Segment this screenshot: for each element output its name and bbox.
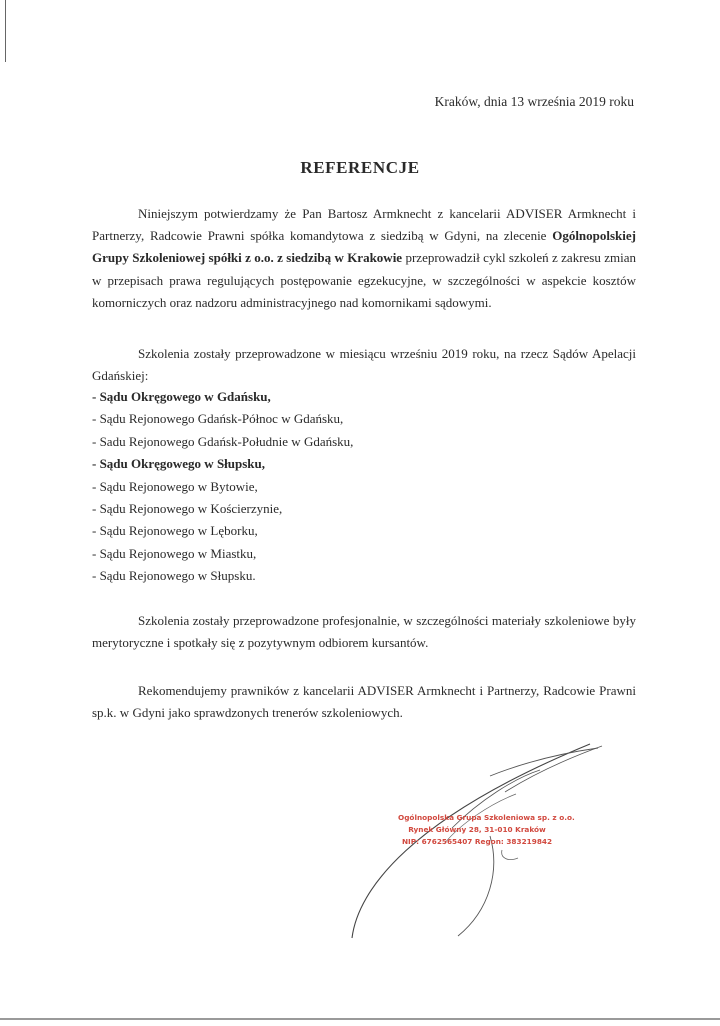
stamp-tax-ids: NIP: 6762565407 Regon: 383219842: [401, 837, 553, 846]
court-list-item: - Sądu Okręgowego w Gdańsku,: [92, 389, 271, 404]
paragraph-confirmation-text: Niniejszym potwierdzamy że Pan Bartosz Armknecht z kancelarii ADVISER Armknecht i Partnerzy, Radcowie Prawni spółka komandytowa z siedzibą w Gdyni, na zlecenie: [92, 206, 636, 244]
court-list: [92, 386, 353, 588]
paragraph-training-scope-text: Szkolenia zostały przeprowadzone w miesiącu wrześniu 2019 roku, na rzecz Sądów Apelacji Gdańskiej:: [92, 346, 636, 384]
stamp-company-name: Ogólnopolska Grupa Szkoleniowa sp. z o.o.: [398, 813, 575, 822]
stamp-address: Rynek Główny 28, 31-010 Kraków: [408, 825, 546, 834]
document-date: Kraków, dnia 13 września 2019 roku: [434, 94, 634, 109]
court-list-item: - Sądu Rejonowego w Lęborku,: [92, 523, 258, 539]
client-name-bold: Ogólnopolskiej Grupy Szkoleniowej spółki z o.o. z siedzibą w Krakowie: [92, 228, 636, 266]
court-list-item: - Sądu Rejonowego w Kościerzynie,: [92, 501, 283, 517]
paragraph-confirmation: [92, 203, 636, 314]
paragraph-training-scope: [92, 343, 636, 387]
court-list-item: - Sadu Rejonowego Gdańsk-Południe w Gdańsku,: [92, 433, 354, 449]
paragraph-recommendation-text: Rekomendujemy prawników z kancelarii ADVISER Armknecht i Partnerzy, Radcowie Prawni sp.k. w Gdyni jako sprawdzonych trenerów szkoleniowych.: [92, 683, 636, 721]
company-stamp: [398, 812, 575, 848]
scan-bottom-edge: [0, 1018, 720, 1020]
paragraph-quality: [92, 610, 636, 654]
paragraph-recommendation: [92, 680, 636, 724]
court-list-item: - Sądu Rejonowego w Miastku,: [92, 545, 257, 561]
court-list-item: - Sądu Okręgowego w Słupsku,: [92, 456, 266, 472]
document-title: REFERENCJE: [300, 158, 420, 177]
court-list-item: - Sądu Rejonowego w Słupsku.: [92, 568, 256, 584]
court-list-item: - Sądu Rejonowego w Bytowie,: [92, 478, 258, 494]
paragraph-quality-text: Szkolenia zostały przeprowadzone profesjonalnie, w szczególności materiały szkoleniowe były merytoryczne i spotkały się z pozytywnym odbiorem kursantów.: [92, 613, 636, 651]
court-list-item: - Sądu Rejonowego Gdańsk-Północ w Gdańsku,: [92, 411, 344, 427]
paragraph-confirmation-tail: przeprowadził cykl szkoleń z zakresu zmian w przepisach prawa regulujących postępowanie egzekucyjne, w szczególności w aspekcie kosztów komorniczych oraz nadzoru administracyjnego nad komornikami sądowymi.: [92, 250, 636, 310]
scan-edge-mark: [5, 0, 6, 62]
